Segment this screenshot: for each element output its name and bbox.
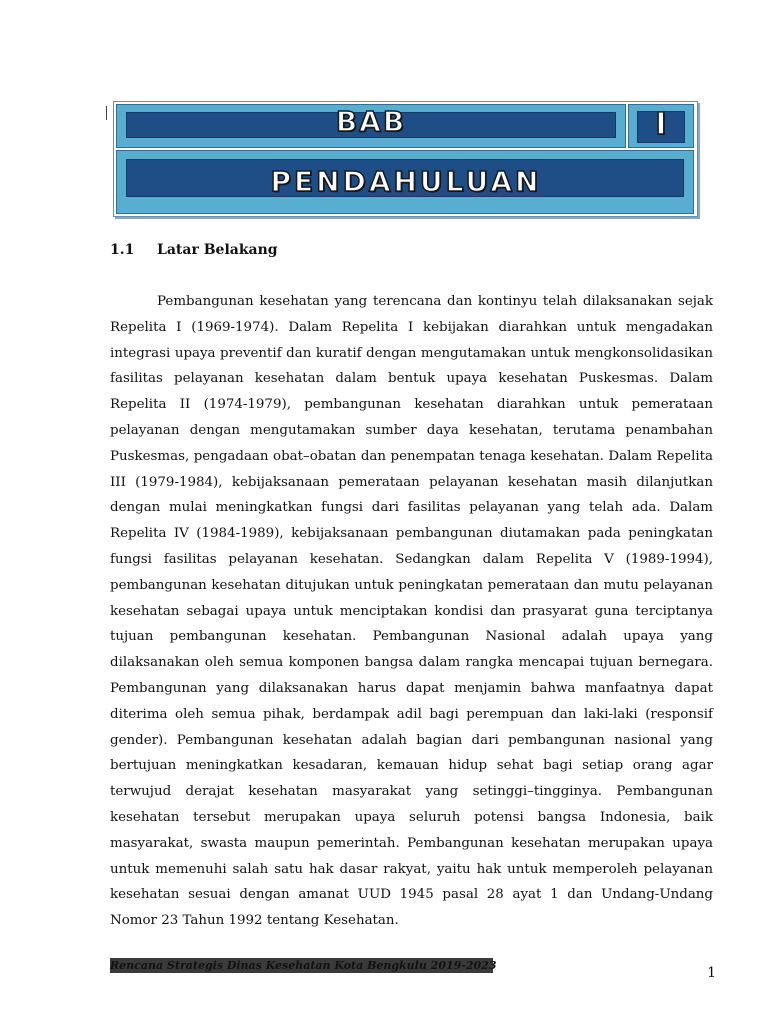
chapter-title-box [116, 150, 694, 214]
chapter-header [113, 101, 698, 217]
body-paragraph: Pembangunan kesehatan yang terencana dan kontinyu telah dilaksanakan sejak Repelita I (1969-1974). Dalam Repelita I kebijakan diarahkan untuk mengadakan integrasi upaya preventif dan kuratif dengan mengutamakan untuk mengkonsolidasikan fasilitas pelayanan kesehatan dalam bentuk upaya kesehatan Puskesmas. Dalam Repelita II (1974-1979), pembangunan kesehatan diarahkan untuk pemerataan pelayanan dengan mengutamakan sumber daya kesehatan, terutama penambahan Puskesmas, pengadaan obat–obatan dan penempatan tenaga kesehatan. Dalam Repelita III (1979-1984), kebijaksanaan pemerataan pelayanan kesehatan masih dilanjutkan dengan mulai meningkatkan fungsi dari fasilitas pelayanan yang telah ada. Dalam Repelita IV (1984-1989), kebijaksanaan pembangunan diutamakan pada peningkatan fungsi fasilitas pelayanan kesehatan. Sedangkan dalam Repelita V (1989-1994), pembangunan kesehatan ditujukan untuk peningkatan pemerataan dan mutu pelayanan kesehatan sebagai upaya untuk menciptakan kondisi dan prasyarat guna terciptanya tujuan pembangunan kesehatan. Pembangunan Nasional adalah upaya yang dilaksanakan oleh semua komponen bangsa dalam rangka mencapai tujuan bernegara. Pembangunan yang dilaksanakan harus dapat menjamin bahwa manfaatnya dapat diterima oleh semua pihak, berdampak adil bagi perempuan dan laki-laki (responsif gender). Pembangunan kesehatan adalah bagian dari pembangunan nasional yang bertujuan meningkatkan kesadaran, kemauan hidup sehat bagi setiap orang agar terwujud derajat kesehatan masyarakat yang setinggi–tingginya. Pembangunan kesehatan tersebut merupakan upaya seluruh potensi bangsa Indonesia, baik masyarakat, swasta maupun pemerintah. Pembangunan kesehatan merupakan upaya untuk memenuhi salah satu hak dasar rakyat, yaitu hak untuk memperoleh pelayanan kesehatan sesuai dengan amanat UUD 1945 pasal 28 ayat 1 dan Undang-Undang Nomor 23 Tahun 1992 tentang Kesehatan. [110, 294, 713, 929]
chapter-number: I [655, 107, 667, 142]
footer-bar [110, 958, 497, 973]
section-title: Latar Belakang [157, 242, 278, 258]
section-number: 1.1 [110, 242, 135, 258]
page-number: 1 [707, 965, 716, 981]
chapter-label: BAB [335, 105, 407, 138]
chapter-number-box [628, 104, 694, 148]
stray-mark [106, 106, 111, 120]
chapter-label-box [116, 104, 626, 148]
section-heading [110, 240, 278, 260]
footer-text: Rencana Strategis Dinas Kesehatan Kota Bengkulu 2019-2023 [110, 959, 497, 972]
chapter-title: PENDAHULUAN [270, 165, 542, 198]
